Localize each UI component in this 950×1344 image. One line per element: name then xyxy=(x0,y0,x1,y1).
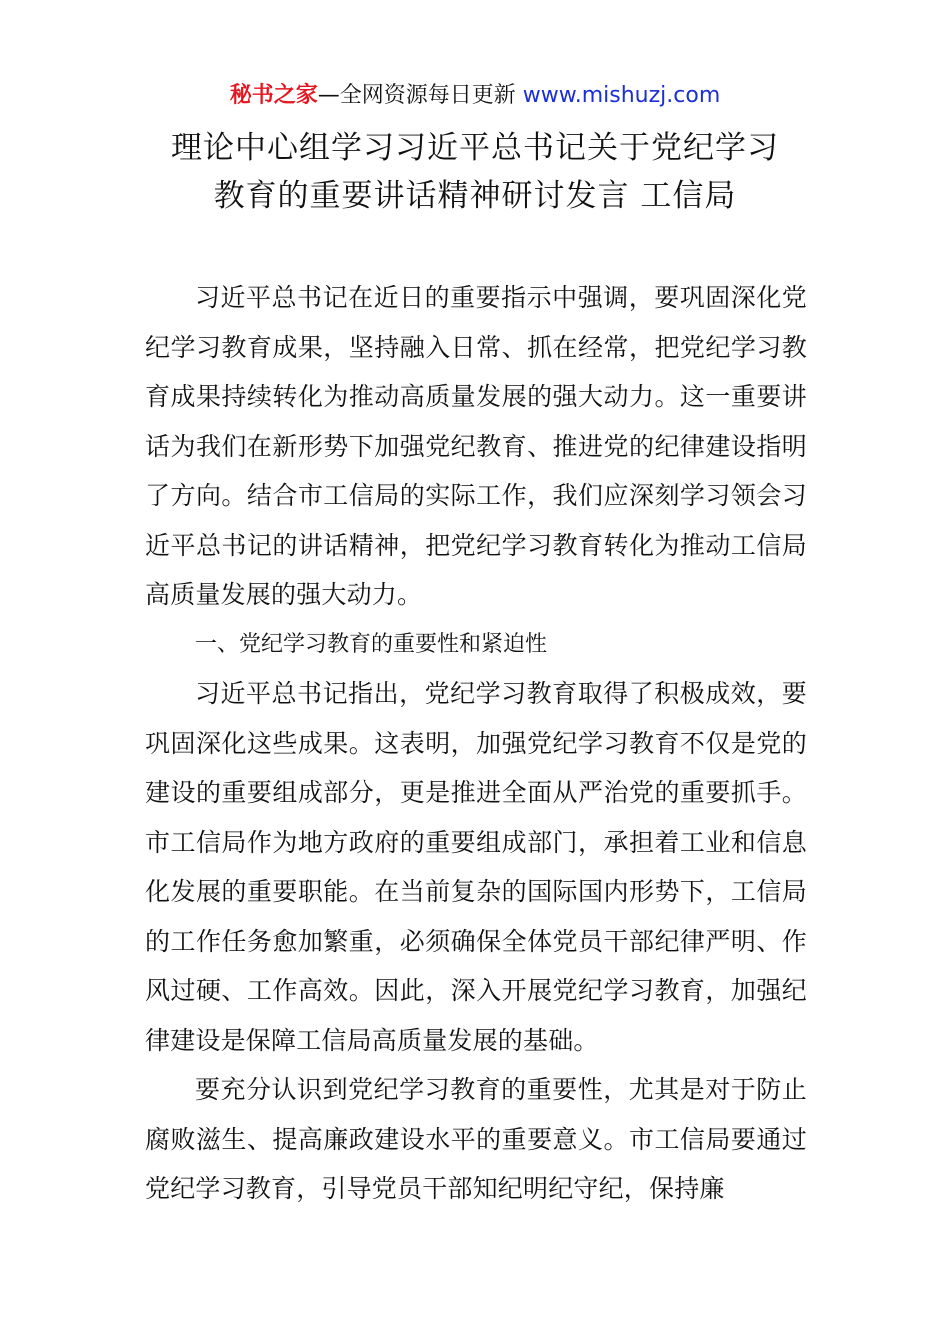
section-heading-1: 一、党纪学习教育的重要性和紧迫性 xyxy=(195,631,548,657)
section1-paragraph-2: 要充分认识到党纪学习教育的重要性，尤其是对于防止腐败滋生、提高廉政建设水平的重要意义。市工信局要通过党纪学习教育，引导党员干部知纪明纪守纪，保持廉 xyxy=(145,1075,807,1203)
section1-paragraph-1: 习近平总书记指出，党纪学习教育取得了积极成效，要巩固深化这些成果。这表明，加强党纪学习教育不仅是党的建设的重要组成部分，更是推进全面从严治党的重要抓手。市工信局作为地方政府的重要组成部门，承担着工业和信息化发展的重要职能。在当前复杂的国际国内形势下，工信局的工作任务愈加繁重，必须确保全体党员干部纪律严明、作风过硬、工作高效。因此，深入开展党纪学习教育，加强纪律建设是保障工信局高质量发展的基础。 xyxy=(145,679,807,1055)
document-title-line-1: 理论中心组学习习近平总书记关于党纪学习 xyxy=(171,130,779,166)
site-url-link[interactable]: www.mishuzj.com xyxy=(522,83,721,108)
site-header xyxy=(0,80,950,112)
intro-paragraph: 习近平总书记在近日的重要指示中强调，要巩固深化党纪学习教育成果，坚持融入日常、抓在经常，把党纪学习教育成果持续转化为推动高质量发展的强大动力。这一重要讲话为我们在新形势下加强党纪教育、推进党的纪律建设指明了方向。结合市工信局的实际工作，我们应深刻学习领会习近平总书记的讲话精神，把党纪学习教育转化为推动工信局高质量发展的强大动力。 xyxy=(145,283,807,609)
brand-name: 秘书之家 xyxy=(229,83,318,108)
document-body xyxy=(145,273,807,1214)
header-tagline: —全网资源每日更新 xyxy=(317,83,516,108)
document-title-line-2: 教育的重要讲话精神研讨发言 工信局 xyxy=(213,178,737,214)
